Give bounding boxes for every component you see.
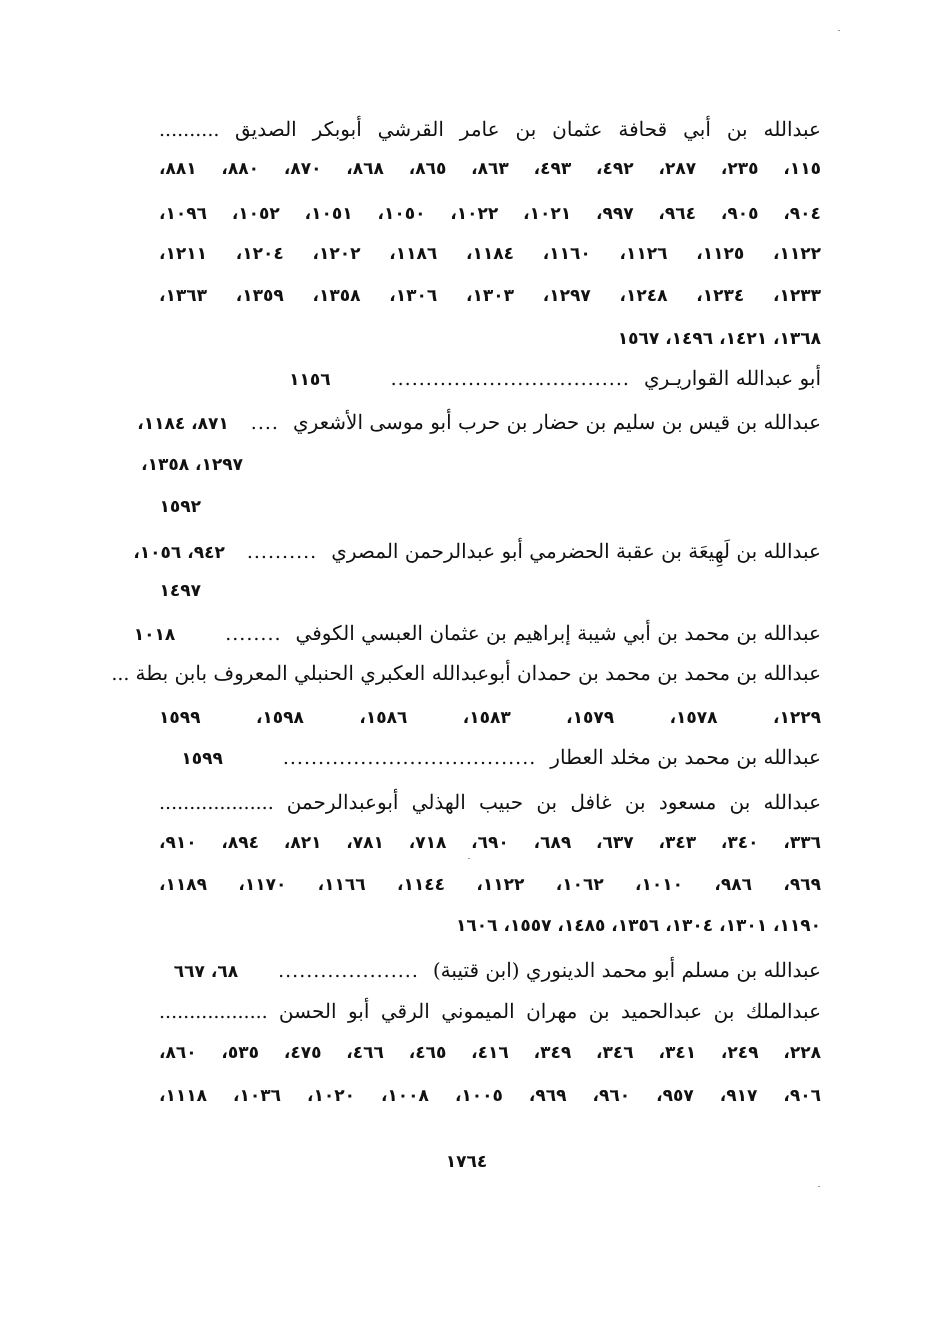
page-numbers-line: ١٣٦٨، ١٤٢١، ١٤٩٦، ١٥٦٧ <box>617 329 821 349</box>
page-numbers-line: ١٢٣٣، ١٢٣٤، ١٢٤٨، ١٢٩٧، ١٣٠٣، ١٣٠٦، ١٣٥٨، ١٣٥٩، ١٣٦٣، <box>159 286 821 306</box>
index-entry-name-line <box>133 538 821 566</box>
entry-name: عبدالله بن محمد بن مخلد العطار <box>550 745 821 769</box>
leader-dots: ................... <box>159 792 274 814</box>
leader-dots: ... <box>111 663 130 685</box>
scan-speck <box>838 30 840 31</box>
entry-name: عبدالله بن أبي قحافة عثمان بن عامر القرشي أبوبكر الصديق <box>235 117 821 141</box>
index-entry-name-line <box>289 365 821 393</box>
entry-pages: ٩٤٢، ١٠٥٦، <box>133 543 225 563</box>
entry-name: أبو عبدالله القواريـري <box>643 366 821 390</box>
index-entry-name-line <box>159 789 821 816</box>
page-numbers-line: ٩٦٩، ٩٨٦، ١٠١٠، ١٠٦٢، ١١٢٢، ١١٤٤، ١١٦٦، ١١٧٠، ١١٨٩، <box>159 875 821 895</box>
page-numbers-line: ١٥٩٢ <box>159 497 201 517</box>
page-numbers-line: ٩٠٤، ٩٠٥، ٩٦٤، ٩٩٧، ١٠٢١، ١٠٢٢، ١٠٥٠، ١٠٥١، ١٠٥٢، ١٠٩٦، <box>159 204 821 224</box>
page-numbers-line: ١٢٩٧، ١٣٥٨، <box>141 455 243 475</box>
index-entry-name-line <box>111 660 821 687</box>
entry-pages: ١١٥٦ <box>289 370 331 390</box>
entry-name: عبدالملك بن عبدالحميد بن مهران الميموني الرقي أبو الحسن <box>278 999 822 1023</box>
leader-dots: .................... <box>278 960 419 982</box>
entry-name: عبدالله بن مسلم أبو محمد الدينوري (ابن قتيبة) <box>432 958 821 982</box>
leader-dots: .......... <box>159 119 220 141</box>
entry-name: عبدالله بن محمد بن أبي شيبة إبراهيم بن عثمان العبسي الكوفي <box>295 621 821 645</box>
index-entry-name-line <box>174 957 821 985</box>
index-entry-name-line <box>137 409 821 437</box>
leader-dots: .... <box>250 412 279 434</box>
index-entry-name-line <box>159 116 821 143</box>
page-numbers-line: ٣٣٦، ٣٤٠، ٣٤٣، ٦٣٧، ٦٨٩، ٦٩٠، ٧١٨، ٧٨١، ٨٢١، ٨٩٤، ٩١٠، <box>159 833 821 853</box>
entry-name: عبدالله بن محمد بن محمد بن حمدان أبوعبدالله العكبري الحنبلي المعروف بابن بطة <box>135 661 821 685</box>
page-numbers-line: ٢٢٨، ٢٤٩، ٣٤١، ٣٤٦، ٣٤٩، ٤١٦، ٤٦٥، ٤٦٦، ٤٧٥، ٥٣٥، ٨٦٠، <box>159 1043 821 1063</box>
scan-speck <box>468 858 470 859</box>
entry-pages: ١٥٩٩ <box>181 749 223 769</box>
entry-pages: ٨٧١، ١١٨٤، <box>137 414 229 434</box>
entry-name: عبدالله بن قيس بن سليم بن حضار بن حرب أبو موسى الأشعري <box>292 410 821 434</box>
page-numbers-line: ١٢٢٩، ١٥٧٨، ١٥٧٩، ١٥٨٣، ١٥٨٦، ١٥٩٨، ١٥٩٩ <box>159 708 821 728</box>
index-entry-name-line <box>159 998 821 1025</box>
scan-speck <box>818 1186 820 1187</box>
page-numbers-line: ١١٩٠، ١٣٠١، ١٣٠٤، ١٣٥٦، ١٤٨٥، ١٥٥٧، ١٦٠٦ <box>456 916 821 936</box>
index-entry-name-line <box>134 620 821 648</box>
entry-name: عبدالله بن مسعود بن غافل بن حبيب الهذلي أبوعبدالرحمن <box>286 790 822 814</box>
entry-pages: ١٠١٨ <box>133 625 176 645</box>
page-numbers-line: ٩٠٦، ٩١٧، ٩٥٧، ٩٦٠، ٩٦٩، ١٠٠٥، ١٠٠٨، ١٠٢٠، ١٠٣٦، ١١١٨، <box>159 1086 821 1106</box>
leader-dots: .................. <box>159 1001 268 1023</box>
leader-dots: .................................. <box>390 368 630 390</box>
entry-name: عبدالله بن لَهِيعَة بن عقبة الحضرمي أبو عبدالرحمن المصري <box>331 539 821 563</box>
leader-dots: .................................... <box>282 747 537 769</box>
page-numbers-line: ١١٢٢، ١١٢٥، ١١٢٦، ١١٦٠، ١١٨٤، ١١٨٦، ١٢٠٢، ١٢٠٤، ١٢١١، <box>159 244 821 264</box>
page-numbers-line: ١١٥، ٢٣٥، ٢٨٧، ٤٩٢، ٤٩٣، ٨٦٣، ٨٦٥، ٨٦٨، ٨٧٠، ٨٨٠، ٨٨١، <box>159 159 821 179</box>
index-entry-name-line <box>181 744 821 772</box>
leader-dots: .......... <box>246 541 318 563</box>
leader-dots: ........ <box>225 623 282 645</box>
page-number: ١٧٦٤ <box>445 1152 488 1172</box>
entry-pages: ٦٨، ٦٦٧ <box>173 962 239 982</box>
page-numbers-line: ١٤٩٧ <box>159 581 201 601</box>
